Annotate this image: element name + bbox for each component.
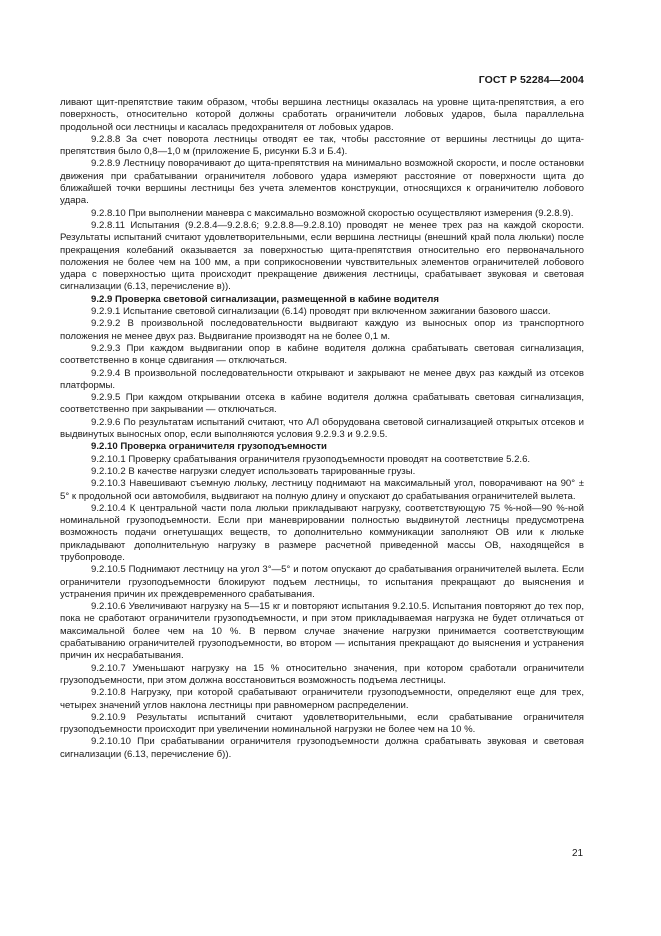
paragraph: 9.2.8.11 Испытания (9.2.8.4—9.2.8.6; 9.2.8.8—9.2.8.10) проводят не менее трех раз на каждой скорости. Результаты испытаний считают удовлетворительными, если вершина лестницы (внешний край пола люльки) после прекращения колебаний оказывается за поверхностью щита-препятствия относительно его первоначального положения не более чем на 100 мм, а при соприкосновении чувствительных элементов ограничителей лобового удара с поверхностью щита происходит прекращение движения лестницы, срабатывает звуковая и световая сигнализации (6.13, перечисление в)). bbox=[60, 219, 584, 293]
paragraph: 9.2.10.3 Навешивают съемную люльку, лестницу поднимают на максимальный угол, поворачивают на 90° ± 5° к продольной оси автомобиля, выдвигают на полную длину и опускают до срабатывания ограничителей вылета. bbox=[60, 478, 584, 502]
paragraph: 9.2.10.2 В качестве нагрузки следует использовать тарированные грузы. bbox=[91, 465, 416, 477]
document-body bbox=[60, 97, 584, 761]
paragraph: 9.2.9.3 При каждом выдвигании опор в кабине водителя должна срабатывать световая сигнализация, соответственно в конце сдвигания — отключаться. bbox=[60, 342, 584, 367]
paragraph: 9.2.10.1 Проверку срабатывания ограничителя грузоподъемности проводят на соответствие 5.2.6. bbox=[91, 453, 531, 465]
paragraph: 9.2.10.6 Увеличивают нагрузку на 5—15 кг и повторяют испытания 9.2.10.5. Испытания повторяют до тех пор, пока не сработают ограничители грузоподъемности, и при этом прикладываемая нагрузка не будет отличаться от максимальной более чем на 10 %. В первом случае значение нагрузки принимается соответствующим срабатыванию ограничителей грузоподъемности, во втором — испытания прекращают до выяснения и устранения причин их несрабатывания. bbox=[60, 601, 584, 662]
paragraph: 9.2.8.10 При выполнении маневра с максимально возможной скоростью осуществляют измерения (9.2.8.9). bbox=[91, 207, 574, 219]
paragraph: 9.2.10.10 При срабатывании ограничителя грузоподъемности должна срабатывать звуковая и световая сигнализации (6.13, перечисление б)). bbox=[60, 736, 584, 760]
paragraph: 9.2.9.5 При каждом открывании отсека в кабине водителя должна срабатывать световая сигнализация, соответственно при закрывании — отключаться. bbox=[60, 392, 584, 416]
paragraph: 9.2.9.4 В произвольной последовательности открывают и закрывают не менее двух раз каждый из отсеков платформы. bbox=[60, 367, 584, 391]
paragraph: 9.2.10.5 Поднимают лестницу на угол 3°—5° и потом опускают до срабатывания ограничителей вылета. Если ограничители грузоподъемности блокируют подъем лестницы, то испытания прекращают до выяснения и устранения причин их преждевременного срабатывания. bbox=[60, 564, 584, 600]
paragraph: 9.2.8.9 Лестницу поворачивают до щита-препятствия на минимально возможной скорости, и после остановки движения при срабатывании ограничителя лобового удара измеряют расстояние от поверхности щита до ближайшей точки вершины лестницы без учета элементов конструкции, относящихся к ограничителю лобового удара. bbox=[60, 158, 584, 207]
document-header: ГОСТ Р 52284—2004 bbox=[478, 74, 584, 86]
paragraph: 9.2.8.8 За счет поворота лестницы отводят ее так, чтобы расстояние от вершины лестницы до щита-препятствия было 0,8—1,0 м (приложение Б, рисунки Б.3 и Б.4). bbox=[60, 133, 584, 158]
paragraph: ливают щит-препятствие таким образом, чтобы вершина лестницы оказалась на уровне щита-препятствия, а его поверхность, относительно которой должны сработать ограничители лобовых ударов, была параллельна продольной оси лестницы и касалась предохранителя от лобовых ударов. bbox=[60, 97, 584, 133]
paragraph: 9.2.9.6 По результатам испытаний считают, что АЛ оборудована световой сигнализацией открытых отсеков и выдвинутых выносных опор, если выполняются условия 9.2.9.3 и 9.2.9.5. bbox=[60, 416, 584, 441]
paragraph: 9.2.10.8 Нагрузку, при которой срабатывают ограничители грузоподъемности, определяют еще для трех, четырех значений углов наклона лестницы при равномерном распределении. bbox=[60, 687, 584, 711]
paragraph: 9.2.10.4 К центральной части пола люльки прикладывают нагрузку, соответствующую 75 %-ной—90 %-ной номинальной грузоподъемности. Если при маневрировании полностью выдвинутой лестницы предусмотрена возможность подачи огнетушащих веществ, то дополнительно коммуникации заполняют ОВ или к люльке прикладывают дополнительную нагрузку в размере расчетной приведенной массы ОВ, находящейся в трубопроводе. bbox=[60, 502, 584, 563]
paragraph: 9.2.10.9 Результаты испытаний считают удовлетворительными, если срабатывание ограничителя грузоподъемности происходит при увеличении номинальной нагрузки не более чем на 10 %. bbox=[60, 711, 584, 736]
section-heading: 9.2.9 Проверка световой сигнализации, размещенной в кабине водителя bbox=[91, 293, 439, 305]
section-heading: 9.2.10 Проверка ограничителя грузоподъемности bbox=[91, 441, 327, 453]
paragraph: 9.2.9.2 В произвольной последовательности выдвигают каждую из выносных опор из транспортного положения не менее двух раз. Выдвигание производят на не более 0,1 м. bbox=[60, 318, 584, 342]
paragraph: 9.2.9.1 Испытание световой сигнализации (6.14) проводят при включенном зажигании базового шасси. bbox=[91, 306, 551, 318]
paragraph: 9.2.10.7 Уменьшают нагрузку на 15 % относительно значения, при котором сработали ограничители грузоподъемности, при этом должна восстановиться возможность подъема лестницы. bbox=[60, 662, 584, 686]
page-number: 21 bbox=[572, 848, 584, 859]
